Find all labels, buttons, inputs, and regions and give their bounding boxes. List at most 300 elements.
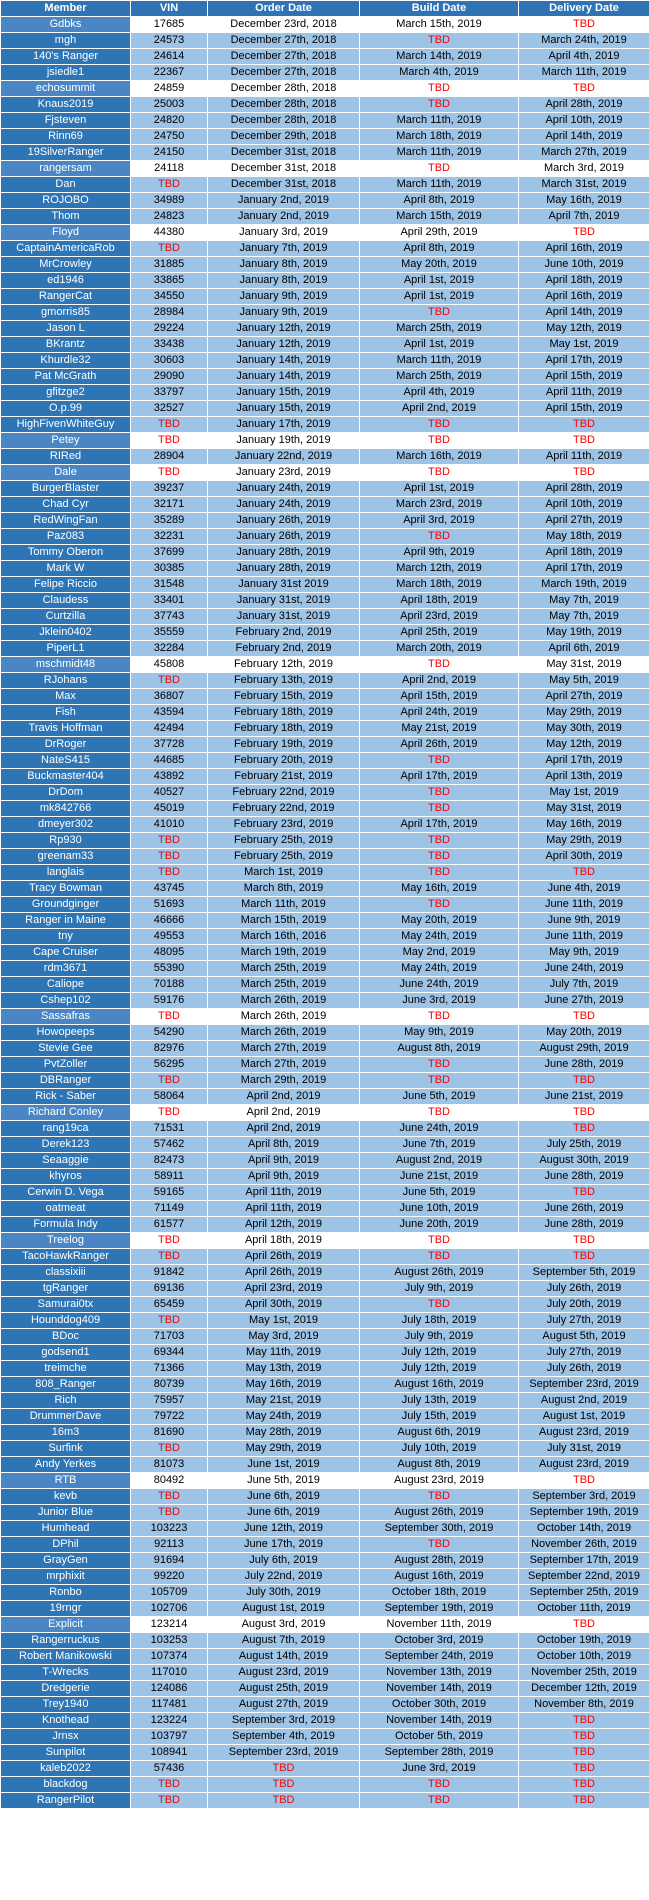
order-date-cell[interactable]: January 26th, 2019 bbox=[208, 529, 360, 545]
member-cell[interactable]: PvtZoller bbox=[1, 1057, 131, 1073]
delivery-date-cell[interactable]: April 18th, 2019 bbox=[519, 545, 649, 561]
order-date-cell[interactable]: May 24th, 2019 bbox=[208, 1409, 360, 1425]
build-date-cell[interactable]: April 8th, 2019 bbox=[360, 193, 519, 209]
order-date-cell[interactable]: April 12th, 2019 bbox=[208, 1217, 360, 1233]
vin-cell[interactable]: 24823 bbox=[131, 209, 208, 225]
build-date-cell[interactable]: April 23rd, 2019 bbox=[360, 609, 519, 625]
build-date-cell[interactable]: March 4th, 2019 bbox=[360, 65, 519, 81]
member-cell[interactable]: Gdbks bbox=[1, 17, 131, 33]
delivery-date-cell[interactable]: September 22nd, 2019 bbox=[519, 1569, 649, 1585]
build-date-cell[interactable]: March 18th, 2019 bbox=[360, 577, 519, 593]
build-date-cell[interactable]: September 19th, 2019 bbox=[360, 1601, 519, 1617]
member-cell[interactable]: Rick - Saber bbox=[1, 1089, 131, 1105]
order-date-cell[interactable]: March 1st, 2019 bbox=[208, 865, 360, 881]
build-date-cell[interactable]: April 1st, 2019 bbox=[360, 289, 519, 305]
delivery-date-cell[interactable]: April 10th, 2019 bbox=[519, 113, 649, 129]
order-date-cell[interactable]: January 24th, 2019 bbox=[208, 481, 360, 497]
build-date-cell[interactable]: April 1st, 2019 bbox=[360, 481, 519, 497]
member-cell[interactable]: greenam33 bbox=[1, 849, 131, 865]
build-date-cell[interactable]: October 5th, 2019 bbox=[360, 1729, 519, 1745]
order-date-cell[interactable]: February 22nd, 2019 bbox=[208, 785, 360, 801]
order-date-cell[interactable]: May 1st, 2019 bbox=[208, 1313, 360, 1329]
delivery-date-cell[interactable]: September 19th, 2019 bbox=[519, 1505, 649, 1521]
vin-cell[interactable]: 103797 bbox=[131, 1729, 208, 1745]
order-date-cell[interactable]: August 14th, 2019 bbox=[208, 1649, 360, 1665]
vin-cell[interactable]: 32231 bbox=[131, 529, 208, 545]
member-cell[interactable]: RedWingFan bbox=[1, 513, 131, 529]
order-date-cell[interactable]: March 15th, 2019 bbox=[208, 913, 360, 929]
member-cell[interactable]: RIRed bbox=[1, 449, 131, 465]
delivery-date-cell[interactable]: September 5th, 2019 bbox=[519, 1265, 649, 1281]
vin-cell[interactable]: 58911 bbox=[131, 1169, 208, 1185]
build-date-cell[interactable]: July 12th, 2019 bbox=[360, 1361, 519, 1377]
delivery-date-cell[interactable]: May 7th, 2019 bbox=[519, 609, 649, 625]
vin-cell[interactable]: 82473 bbox=[131, 1153, 208, 1169]
build-date-cell[interactable]: April 2nd, 2019 bbox=[360, 401, 519, 417]
build-date-cell[interactable]: April 1st, 2019 bbox=[360, 337, 519, 353]
member-cell[interactable]: T-Wrecks bbox=[1, 1665, 131, 1681]
delivery-date-cell[interactable]: August 23rd, 2019 bbox=[519, 1425, 649, 1441]
delivery-date-cell[interactable]: May 31st, 2019 bbox=[519, 657, 649, 673]
delivery-date-cell[interactable]: March 31st, 2019 bbox=[519, 177, 649, 193]
member-cell[interactable]: Thom bbox=[1, 209, 131, 225]
vin-cell[interactable]: 29090 bbox=[131, 369, 208, 385]
vin-cell[interactable]: 39237 bbox=[131, 481, 208, 497]
vin-cell[interactable]: 35289 bbox=[131, 513, 208, 529]
vin-cell[interactable]: 69136 bbox=[131, 1281, 208, 1297]
order-date-cell[interactable]: April 9th, 2019 bbox=[208, 1153, 360, 1169]
member-cell[interactable]: Khurdle32 bbox=[1, 353, 131, 369]
header-member[interactable]: Member bbox=[1, 1, 131, 17]
order-date-cell[interactable]: August 7th, 2019 bbox=[208, 1633, 360, 1649]
order-date-cell[interactable]: January 8th, 2019 bbox=[208, 273, 360, 289]
vin-cell[interactable]: 32527 bbox=[131, 401, 208, 417]
vin-cell[interactable]: TBD bbox=[131, 1793, 208, 1809]
delivery-date-cell[interactable]: TBD bbox=[519, 417, 649, 433]
build-date-cell[interactable]: April 2nd, 2019 bbox=[360, 673, 519, 689]
vin-cell[interactable]: TBD bbox=[131, 1249, 208, 1265]
vin-cell[interactable]: 35559 bbox=[131, 625, 208, 641]
build-date-cell[interactable]: July 12th, 2019 bbox=[360, 1345, 519, 1361]
order-date-cell[interactable]: January 31st, 2019 bbox=[208, 609, 360, 625]
member-cell[interactable]: mschmidt48 bbox=[1, 657, 131, 673]
delivery-date-cell[interactable]: April 6th, 2019 bbox=[519, 641, 649, 657]
build-date-cell[interactable]: August 16th, 2019 bbox=[360, 1569, 519, 1585]
order-date-cell[interactable]: December 29th, 2018 bbox=[208, 129, 360, 145]
delivery-date-cell[interactable]: TBD bbox=[519, 1105, 649, 1121]
delivery-date-cell[interactable]: April 16th, 2019 bbox=[519, 241, 649, 257]
build-date-cell[interactable]: TBD bbox=[360, 433, 519, 449]
vin-cell[interactable]: TBD bbox=[131, 833, 208, 849]
member-cell[interactable]: Stevie Gee bbox=[1, 1041, 131, 1057]
build-date-cell[interactable]: TBD bbox=[360, 1249, 519, 1265]
order-date-cell[interactable]: July 30th, 2019 bbox=[208, 1585, 360, 1601]
build-date-cell[interactable]: July 9th, 2019 bbox=[360, 1281, 519, 1297]
order-date-cell[interactable]: January 3rd, 2019 bbox=[208, 225, 360, 241]
member-cell[interactable]: Trey1940 bbox=[1, 1697, 131, 1713]
member-cell[interactable]: treimche bbox=[1, 1361, 131, 1377]
build-date-cell[interactable]: May 20th, 2019 bbox=[360, 913, 519, 929]
build-date-cell[interactable]: April 25th, 2019 bbox=[360, 625, 519, 641]
order-date-cell[interactable]: September 23rd, 2019 bbox=[208, 1745, 360, 1761]
order-date-cell[interactable]: January 15th, 2019 bbox=[208, 401, 360, 417]
vin-cell[interactable]: 91842 bbox=[131, 1265, 208, 1281]
order-date-cell[interactable]: February 18th, 2019 bbox=[208, 721, 360, 737]
vin-cell[interactable]: TBD bbox=[131, 1777, 208, 1793]
member-cell[interactable]: DrRoger bbox=[1, 737, 131, 753]
build-date-cell[interactable]: TBD bbox=[360, 753, 519, 769]
order-date-cell[interactable]: December 23rd, 2018 bbox=[208, 17, 360, 33]
delivery-date-cell[interactable]: May 7th, 2019 bbox=[519, 593, 649, 609]
delivery-date-cell[interactable]: April 28th, 2019 bbox=[519, 481, 649, 497]
order-date-cell[interactable]: February 25th, 2019 bbox=[208, 833, 360, 849]
vin-cell[interactable]: 37728 bbox=[131, 737, 208, 753]
build-date-cell[interactable]: October 3rd, 2019 bbox=[360, 1633, 519, 1649]
delivery-date-cell[interactable]: June 10th, 2019 bbox=[519, 257, 649, 273]
order-date-cell[interactable]: June 1st, 2019 bbox=[208, 1457, 360, 1473]
member-cell[interactable]: Travis Hoffman bbox=[1, 721, 131, 737]
delivery-date-cell[interactable]: TBD bbox=[519, 1009, 649, 1025]
vin-cell[interactable]: 24859 bbox=[131, 81, 208, 97]
delivery-date-cell[interactable]: May 9th, 2019 bbox=[519, 945, 649, 961]
order-date-cell[interactable]: April 26th, 2019 bbox=[208, 1249, 360, 1265]
order-date-cell[interactable]: March 27th, 2019 bbox=[208, 1057, 360, 1073]
vin-cell[interactable]: 43594 bbox=[131, 705, 208, 721]
vin-cell[interactable]: 108941 bbox=[131, 1745, 208, 1761]
build-date-cell[interactable]: April 9th, 2019 bbox=[360, 545, 519, 561]
build-date-cell[interactable]: April 17th, 2019 bbox=[360, 769, 519, 785]
order-date-cell[interactable]: March 25th, 2019 bbox=[208, 977, 360, 993]
delivery-date-cell[interactable]: June 28th, 2019 bbox=[519, 1217, 649, 1233]
member-cell[interactable]: Buckmaster404 bbox=[1, 769, 131, 785]
delivery-date-cell[interactable]: TBD bbox=[519, 465, 649, 481]
delivery-date-cell[interactable]: July 31st, 2019 bbox=[519, 1441, 649, 1457]
vin-cell[interactable]: 28904 bbox=[131, 449, 208, 465]
build-date-cell[interactable]: TBD bbox=[360, 81, 519, 97]
order-date-cell[interactable]: January 9th, 2019 bbox=[208, 289, 360, 305]
member-cell[interactable]: Cape Cruiser bbox=[1, 945, 131, 961]
member-cell[interactable]: Petey bbox=[1, 433, 131, 449]
build-date-cell[interactable]: August 23rd, 2019 bbox=[360, 1473, 519, 1489]
vin-cell[interactable]: 17685 bbox=[131, 17, 208, 33]
vin-cell[interactable]: 49553 bbox=[131, 929, 208, 945]
delivery-date-cell[interactable]: April 15th, 2019 bbox=[519, 369, 649, 385]
order-date-cell[interactable]: June 12th, 2019 bbox=[208, 1521, 360, 1537]
delivery-date-cell[interactable]: April 17th, 2019 bbox=[519, 753, 649, 769]
vin-cell[interactable]: 29224 bbox=[131, 321, 208, 337]
vin-cell[interactable]: 57462 bbox=[131, 1137, 208, 1153]
build-date-cell[interactable]: TBD bbox=[360, 1233, 519, 1249]
member-cell[interactable]: blackdog bbox=[1, 1777, 131, 1793]
vin-cell[interactable]: TBD bbox=[131, 465, 208, 481]
order-date-cell[interactable]: May 11th, 2019 bbox=[208, 1345, 360, 1361]
order-date-cell[interactable]: July 22nd, 2019 bbox=[208, 1569, 360, 1585]
build-date-cell[interactable]: TBD bbox=[360, 1297, 519, 1313]
delivery-date-cell[interactable]: TBD bbox=[519, 1745, 649, 1761]
member-cell[interactable]: Curtzilla bbox=[1, 609, 131, 625]
build-date-cell[interactable]: August 28th, 2019 bbox=[360, 1553, 519, 1569]
delivery-date-cell[interactable]: May 18th, 2019 bbox=[519, 529, 649, 545]
build-date-cell[interactable]: March 11th, 2019 bbox=[360, 145, 519, 161]
delivery-date-cell[interactable]: June 11th, 2019 bbox=[519, 897, 649, 913]
vin-cell[interactable]: 65459 bbox=[131, 1297, 208, 1313]
order-date-cell[interactable]: February 19th, 2019 bbox=[208, 737, 360, 753]
header-order-date[interactable]: Order Date bbox=[208, 1, 360, 17]
vin-cell[interactable]: 30385 bbox=[131, 561, 208, 577]
build-date-cell[interactable]: March 25th, 2019 bbox=[360, 369, 519, 385]
build-date-cell[interactable]: April 29th, 2019 bbox=[360, 225, 519, 241]
member-cell[interactable]: oatmeat bbox=[1, 1201, 131, 1217]
build-date-cell[interactable]: April 18th, 2019 bbox=[360, 593, 519, 609]
build-date-cell[interactable]: June 24th, 2019 bbox=[360, 977, 519, 993]
member-cell[interactable]: Andy Yerkes bbox=[1, 1457, 131, 1473]
delivery-date-cell[interactable]: July 7th, 2019 bbox=[519, 977, 649, 993]
delivery-date-cell[interactable]: May 29th, 2019 bbox=[519, 705, 649, 721]
order-date-cell[interactable]: August 3rd, 2019 bbox=[208, 1617, 360, 1633]
delivery-date-cell[interactable]: November 25th, 2019 bbox=[519, 1665, 649, 1681]
order-date-cell[interactable]: January 14th, 2019 bbox=[208, 369, 360, 385]
delivery-date-cell[interactable]: August 30th, 2019 bbox=[519, 1153, 649, 1169]
delivery-date-cell[interactable]: April 17th, 2019 bbox=[519, 561, 649, 577]
build-date-cell[interactable]: TBD bbox=[360, 785, 519, 801]
build-date-cell[interactable]: June 20th, 2019 bbox=[360, 1217, 519, 1233]
delivery-date-cell[interactable]: April 15th, 2019 bbox=[519, 401, 649, 417]
delivery-date-cell[interactable]: April 7th, 2019 bbox=[519, 209, 649, 225]
delivery-date-cell[interactable]: April 27th, 2019 bbox=[519, 689, 649, 705]
build-date-cell[interactable]: October 30th, 2019 bbox=[360, 1697, 519, 1713]
delivery-date-cell[interactable]: TBD bbox=[519, 1185, 649, 1201]
member-cell[interactable]: rdm3671 bbox=[1, 961, 131, 977]
delivery-date-cell[interactable]: October 14th, 2019 bbox=[519, 1521, 649, 1537]
build-date-cell[interactable]: TBD bbox=[360, 1105, 519, 1121]
delivery-date-cell[interactable]: May 1st, 2019 bbox=[519, 785, 649, 801]
order-date-cell[interactable]: May 3rd, 2019 bbox=[208, 1329, 360, 1345]
member-cell[interactable]: mgh bbox=[1, 33, 131, 49]
vin-cell[interactable]: 41010 bbox=[131, 817, 208, 833]
delivery-date-cell[interactable]: September 17th, 2019 bbox=[519, 1553, 649, 1569]
vin-cell[interactable]: 103223 bbox=[131, 1521, 208, 1537]
vin-cell[interactable]: TBD bbox=[131, 1233, 208, 1249]
order-date-cell[interactable]: February 2nd, 2019 bbox=[208, 641, 360, 657]
member-cell[interactable]: ROJOBO bbox=[1, 193, 131, 209]
vin-cell[interactable]: 75957 bbox=[131, 1393, 208, 1409]
member-cell[interactable]: Paz083 bbox=[1, 529, 131, 545]
vin-cell[interactable]: 107374 bbox=[131, 1649, 208, 1665]
delivery-date-cell[interactable]: May 16th, 2019 bbox=[519, 193, 649, 209]
order-date-cell[interactable]: February 23rd, 2019 bbox=[208, 817, 360, 833]
delivery-date-cell[interactable]: September 3rd, 2019 bbox=[519, 1489, 649, 1505]
member-cell[interactable]: kaleb2022 bbox=[1, 1761, 131, 1777]
vin-cell[interactable]: TBD bbox=[131, 865, 208, 881]
vin-cell[interactable]: 40527 bbox=[131, 785, 208, 801]
member-cell[interactable]: Samurai0tx bbox=[1, 1297, 131, 1313]
vin-cell[interactable]: 32284 bbox=[131, 641, 208, 657]
member-cell[interactable]: 19rngr bbox=[1, 1601, 131, 1617]
member-cell[interactable]: O.p.99 bbox=[1, 401, 131, 417]
member-cell[interactable]: BDoc bbox=[1, 1329, 131, 1345]
order-date-cell[interactable]: March 29th, 2019 bbox=[208, 1073, 360, 1089]
delivery-date-cell[interactable]: June 24th, 2019 bbox=[519, 961, 649, 977]
delivery-date-cell[interactable]: TBD bbox=[519, 1233, 649, 1249]
member-cell[interactable]: Cshep102 bbox=[1, 993, 131, 1009]
build-date-cell[interactable]: April 17th, 2019 bbox=[360, 817, 519, 833]
vin-cell[interactable]: 24573 bbox=[131, 33, 208, 49]
order-date-cell[interactable]: January 2nd, 2019 bbox=[208, 193, 360, 209]
order-date-cell[interactable]: January 14th, 2019 bbox=[208, 353, 360, 369]
member-cell[interactable]: Chad Cyr bbox=[1, 497, 131, 513]
delivery-date-cell[interactable]: TBD bbox=[519, 225, 649, 241]
member-cell[interactable]: echosummit bbox=[1, 81, 131, 97]
member-cell[interactable]: Rich bbox=[1, 1393, 131, 1409]
build-date-cell[interactable]: TBD bbox=[360, 833, 519, 849]
order-date-cell[interactable]: April 23rd, 2019 bbox=[208, 1281, 360, 1297]
vin-cell[interactable]: 55390 bbox=[131, 961, 208, 977]
member-cell[interactable]: DPhil bbox=[1, 1537, 131, 1553]
member-cell[interactable]: Robert Manikowski bbox=[1, 1649, 131, 1665]
order-date-cell[interactable]: April 2nd, 2019 bbox=[208, 1089, 360, 1105]
member-cell[interactable]: Rp930 bbox=[1, 833, 131, 849]
delivery-date-cell[interactable]: TBD bbox=[519, 865, 649, 881]
build-date-cell[interactable]: TBD bbox=[360, 865, 519, 881]
delivery-date-cell[interactable]: July 26th, 2019 bbox=[519, 1281, 649, 1297]
member-cell[interactable]: 19SilverRanger bbox=[1, 145, 131, 161]
member-cell[interactable]: Jklein0402 bbox=[1, 625, 131, 641]
member-cell[interactable]: MrCrowley bbox=[1, 257, 131, 273]
vin-cell[interactable]: 56295 bbox=[131, 1057, 208, 1073]
vin-cell[interactable]: 28984 bbox=[131, 305, 208, 321]
delivery-date-cell[interactable]: March 3rd, 2019 bbox=[519, 161, 649, 177]
order-date-cell[interactable]: January 31st 2019 bbox=[208, 577, 360, 593]
order-date-cell[interactable]: September 4th, 2019 bbox=[208, 1729, 360, 1745]
order-date-cell[interactable]: January 8th, 2019 bbox=[208, 257, 360, 273]
member-cell[interactable]: godsend1 bbox=[1, 1345, 131, 1361]
member-cell[interactable]: NateS415 bbox=[1, 753, 131, 769]
delivery-date-cell[interactable]: August 23rd, 2019 bbox=[519, 1457, 649, 1473]
delivery-date-cell[interactable]: October 11th, 2019 bbox=[519, 1601, 649, 1617]
build-date-cell[interactable]: March 15th, 2019 bbox=[360, 17, 519, 33]
order-date-cell[interactable]: May 28th, 2019 bbox=[208, 1425, 360, 1441]
member-cell[interactable]: RangerCat bbox=[1, 289, 131, 305]
member-cell[interactable]: kevb bbox=[1, 1489, 131, 1505]
vin-cell[interactable]: 37699 bbox=[131, 545, 208, 561]
build-date-cell[interactable]: TBD bbox=[360, 897, 519, 913]
delivery-date-cell[interactable]: TBD bbox=[519, 1713, 649, 1729]
delivery-date-cell[interactable]: July 27th, 2019 bbox=[519, 1313, 649, 1329]
build-date-cell[interactable]: March 15th, 2019 bbox=[360, 209, 519, 225]
vin-cell[interactable]: 44380 bbox=[131, 225, 208, 241]
vin-cell[interactable]: 43892 bbox=[131, 769, 208, 785]
build-date-cell[interactable]: TBD bbox=[360, 1057, 519, 1073]
member-cell[interactable]: gmorris85 bbox=[1, 305, 131, 321]
vin-cell[interactable]: 25003 bbox=[131, 97, 208, 113]
member-cell[interactable]: Claudess bbox=[1, 593, 131, 609]
delivery-date-cell[interactable]: TBD bbox=[519, 1249, 649, 1265]
delivery-date-cell[interactable]: TBD bbox=[519, 17, 649, 33]
delivery-date-cell[interactable]: May 1st, 2019 bbox=[519, 337, 649, 353]
vin-cell[interactable]: 54290 bbox=[131, 1025, 208, 1041]
build-date-cell[interactable]: TBD bbox=[360, 465, 519, 481]
order-date-cell[interactable]: December 27th, 2018 bbox=[208, 33, 360, 49]
vin-cell[interactable]: 117010 bbox=[131, 1665, 208, 1681]
delivery-date-cell[interactable]: March 19th, 2019 bbox=[519, 577, 649, 593]
order-date-cell[interactable]: January 7th, 2019 bbox=[208, 241, 360, 257]
member-cell[interactable]: 16m3 bbox=[1, 1425, 131, 1441]
vin-cell[interactable]: 37743 bbox=[131, 609, 208, 625]
build-date-cell[interactable]: May 24th, 2019 bbox=[360, 961, 519, 977]
order-date-cell[interactable]: April 9th, 2019 bbox=[208, 1169, 360, 1185]
build-date-cell[interactable]: May 24th, 2019 bbox=[360, 929, 519, 945]
order-date-cell[interactable]: March 16th, 2016 bbox=[208, 929, 360, 945]
order-date-cell[interactable]: February 13th, 2019 bbox=[208, 673, 360, 689]
vin-cell[interactable]: 61577 bbox=[131, 1217, 208, 1233]
order-date-cell[interactable]: June 17th, 2019 bbox=[208, 1537, 360, 1553]
vin-cell[interactable]: 46666 bbox=[131, 913, 208, 929]
vin-cell[interactable]: 117481 bbox=[131, 1697, 208, 1713]
vin-cell[interactable]: 59176 bbox=[131, 993, 208, 1009]
member-cell[interactable]: Formula Indy bbox=[1, 1217, 131, 1233]
delivery-date-cell[interactable]: May 31st, 2019 bbox=[519, 801, 649, 817]
vin-cell[interactable]: 91694 bbox=[131, 1553, 208, 1569]
delivery-date-cell[interactable]: July 26th, 2019 bbox=[519, 1361, 649, 1377]
delivery-date-cell[interactable]: April 11th, 2019 bbox=[519, 385, 649, 401]
build-date-cell[interactable]: October 18th, 2019 bbox=[360, 1585, 519, 1601]
vin-cell[interactable]: 34989 bbox=[131, 193, 208, 209]
delivery-date-cell[interactable]: July 25th, 2019 bbox=[519, 1137, 649, 1153]
delivery-date-cell[interactable]: June 27th, 2019 bbox=[519, 993, 649, 1009]
vin-cell[interactable]: 30603 bbox=[131, 353, 208, 369]
delivery-date-cell[interactable]: April 10th, 2019 bbox=[519, 497, 649, 513]
vin-cell[interactable]: 24820 bbox=[131, 113, 208, 129]
delivery-date-cell[interactable]: April 28th, 2019 bbox=[519, 97, 649, 113]
order-date-cell[interactable]: April 18th, 2019 bbox=[208, 1233, 360, 1249]
member-cell[interactable]: Fjsteven bbox=[1, 113, 131, 129]
order-date-cell[interactable]: March 8th, 2019 bbox=[208, 881, 360, 897]
order-date-cell[interactable]: May 29th, 2019 bbox=[208, 1441, 360, 1457]
vin-cell[interactable]: TBD bbox=[131, 673, 208, 689]
delivery-date-cell[interactable]: December 12th, 2019 bbox=[519, 1681, 649, 1697]
build-date-cell[interactable]: TBD bbox=[360, 161, 519, 177]
build-date-cell[interactable]: May 16th, 2019 bbox=[360, 881, 519, 897]
order-date-cell[interactable]: January 22nd, 2019 bbox=[208, 449, 360, 465]
member-cell[interactable]: Derek123 bbox=[1, 1137, 131, 1153]
member-cell[interactable]: RTB bbox=[1, 1473, 131, 1489]
order-date-cell[interactable]: September 3rd, 2019 bbox=[208, 1713, 360, 1729]
build-date-cell[interactable]: TBD bbox=[360, 657, 519, 673]
order-date-cell[interactable]: January 15th, 2019 bbox=[208, 385, 360, 401]
delivery-date-cell[interactable]: April 13th, 2019 bbox=[519, 769, 649, 785]
member-cell[interactable]: RangerPilot bbox=[1, 1793, 131, 1809]
build-date-cell[interactable]: March 25th, 2019 bbox=[360, 321, 519, 337]
order-date-cell[interactable]: TBD bbox=[208, 1793, 360, 1809]
delivery-date-cell[interactable]: June 4th, 2019 bbox=[519, 881, 649, 897]
order-date-cell[interactable]: March 19th, 2019 bbox=[208, 945, 360, 961]
build-date-cell[interactable]: March 11th, 2019 bbox=[360, 353, 519, 369]
vin-cell[interactable]: 92113 bbox=[131, 1537, 208, 1553]
member-cell[interactable]: Sunpilot bbox=[1, 1745, 131, 1761]
member-cell[interactable]: Mark W bbox=[1, 561, 131, 577]
order-date-cell[interactable]: January 2nd, 2019 bbox=[208, 209, 360, 225]
delivery-date-cell[interactable]: April 14th, 2019 bbox=[519, 305, 649, 321]
order-date-cell[interactable]: February 12th, 2019 bbox=[208, 657, 360, 673]
delivery-date-cell[interactable]: May 5th, 2019 bbox=[519, 673, 649, 689]
member-cell[interactable]: Jason L bbox=[1, 321, 131, 337]
build-date-cell[interactable]: April 8th, 2019 bbox=[360, 241, 519, 257]
build-date-cell[interactable]: August 8th, 2019 bbox=[360, 1457, 519, 1473]
build-date-cell[interactable]: May 20th, 2019 bbox=[360, 257, 519, 273]
build-date-cell[interactable]: September 24th, 2019 bbox=[360, 1649, 519, 1665]
member-cell[interactable]: Jrnsx bbox=[1, 1729, 131, 1745]
vin-cell[interactable]: 123224 bbox=[131, 1713, 208, 1729]
